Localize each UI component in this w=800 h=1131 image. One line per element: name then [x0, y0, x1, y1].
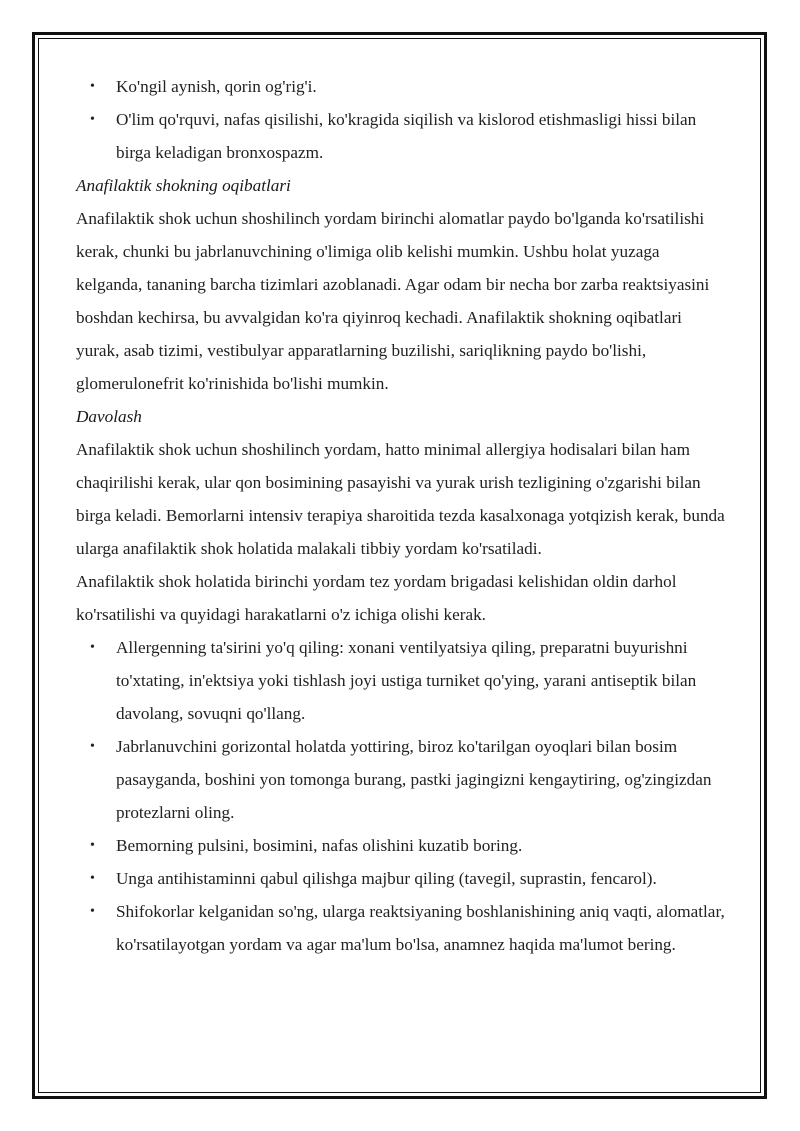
paragraph-treatment-1: Anafilaktik shok uchun shoshilinch yordam, hatto minimal allergiya hodisalari bilan ham chaqirilishi kerak, ular qon bosimining pasayishi va yurak urish tezligining o'zgarishi bilan birga keladi. Bemorlarni intensiv terapiya sharoitida tezda kasalxonaga yotqizish kerak, bunda ularga anafilaktik shok holatida malakali tibbiy yordam ko'rsatiladi. [76, 440, 725, 558]
list-item [76, 730, 726, 829]
bullet-icon: • [90, 640, 95, 655]
list-item-text: Allergenning ta'sirini yo'q qiling: xonani ventilyatsiya qiling, preparatni buyurishni to'xtating, in'ektsiya yoki tishlash joyi ustiga turniket qo'ying, yarani antiseptik bilan davolang, sovuqni qo'llang. [116, 638, 697, 723]
section-heading-consequences: Anafilaktik shokning oqibatlari [76, 176, 291, 195]
list-item-text: Ko'ngil aynish, qorin og'rig'i. [116, 77, 317, 96]
bullet-icon: • [90, 79, 95, 94]
list-item-text: Shifokorlar kelganidan so'ng, ularga reaktsiyaning boshlanishining aniq vaqti, alomatlar, ko'rsatilayotgan yordam va agar ma'lum bo'lsa, anamnez haqida ma'lumot bering. [116, 902, 725, 954]
list-item-text: Bemorning pulsini, bosimini, nafas olishini kuzatib boring. [116, 836, 523, 855]
paragraph-treatment-2: Anafilaktik shok holatida birinchi yordam tez yordam brigadasi kelishidan oldin darhol ko'rsatilishi va quyidagi harakatlarni o'z ichiga olishi kerak. [76, 572, 677, 624]
bullet-icon: • [90, 739, 95, 754]
paragraph-consequences: Anafilaktik shok uchun shoshilinch yordam birinchi alomatlar paydo bo'lganda ko'rsatilishi kerak, chunki bu jabrlanuvchining o'limiga olib kelishi mumkin. Ushbu holat yuzaga kelganda, tananing barcha tizimlari azoblanadi. Agar odam bir necha bor zarba reaktsiyasini boshdan kechirsa, bu avvalgidan ko'ra qiyinroq kechadi. Anafilaktik shokning oqibatlari yurak, asab tizimi, vestibulyar apparatlarning buzilishi, sariqlikning paydo bo'lishi, glomerulonefrit ko'rinishida bo'lishi mumkin. [76, 209, 710, 393]
bullet-icon: • [90, 112, 95, 127]
list-item [76, 631, 726, 730]
list-item-text: O'lim qo'rquvi, nafas qisilishi, ko'kragida siqilish va kislorod etishmasligi hissi bilan birga keladigan bronxospazm. [116, 110, 697, 162]
list-item-text: Unga antihistaminni qabul qilishga majbur qiling (tavegil, suprastin, fencarol). [116, 869, 657, 888]
list-item [76, 70, 726, 103]
list-item [76, 895, 726, 961]
list-item [76, 829, 726, 862]
document-body [76, 70, 726, 961]
symptoms-list [76, 70, 726, 169]
bullet-icon: • [90, 871, 95, 886]
bullet-icon: • [90, 904, 95, 919]
first-aid-steps-list [76, 631, 726, 961]
bullet-icon: • [90, 838, 95, 853]
list-item-text: Jabrlanuvchini gorizontal holatda yottiring, biroz ko'tarilgan oyoqlari bilan bosim pasayganda, boshini yon tomonga burang, pastki jagingizni kengaytiring, og'zingizdan protezlarni oling. [116, 737, 712, 822]
section-heading-treatment: Davolash [76, 407, 142, 426]
list-item [76, 103, 726, 169]
list-item [76, 862, 726, 895]
